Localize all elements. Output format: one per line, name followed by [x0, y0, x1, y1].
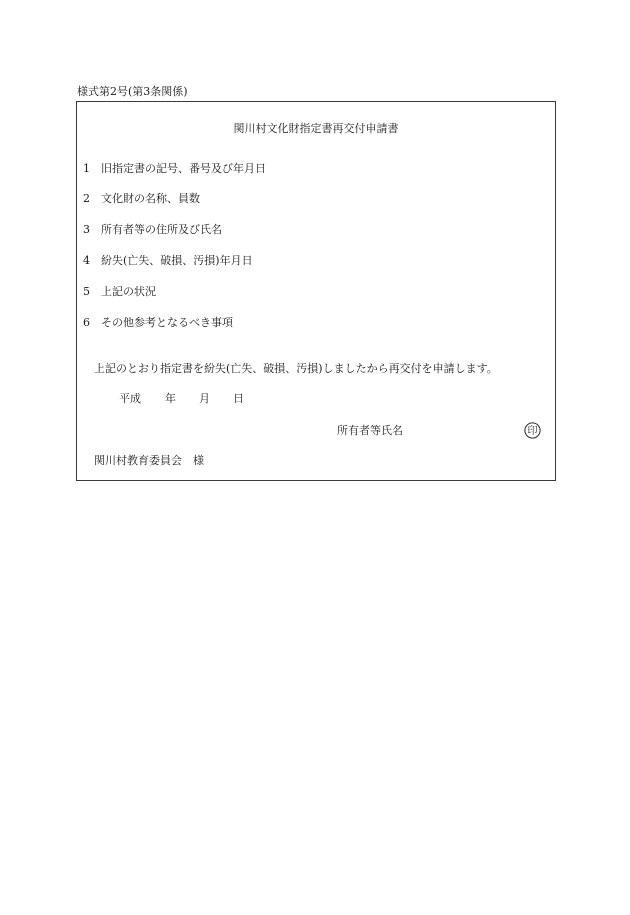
date-era: 平成 — [119, 392, 141, 405]
item-text: 旧指定書の記号、番号及び年月日 — [101, 162, 266, 175]
list-item — [83, 162, 266, 176]
application-statement: 上記のとおり指定書を紛失(亡失、破損、汚損)しましたから再交付を申請します。 — [94, 362, 498, 375]
seal-icon — [524, 422, 541, 439]
date-line — [119, 392, 244, 406]
list-item — [83, 285, 156, 299]
item-number: 1 — [83, 162, 90, 175]
list-item — [83, 316, 233, 330]
list-item — [83, 254, 253, 268]
date-year-label: 年 — [165, 392, 176, 405]
owner-name-label: 所有者等氏名 — [337, 424, 403, 437]
item-text: 所有者等の住所及び氏名 — [101, 223, 222, 236]
list-item — [83, 192, 200, 206]
form-number-label: 様式第2号(第3条関係) — [77, 85, 188, 98]
item-text: その他参考となるべき事項 — [101, 316, 233, 329]
item-text: 上記の状況 — [101, 285, 156, 298]
date-day-label: 日 — [233, 392, 244, 405]
addressee: 関川村教育委員会 様 — [94, 454, 204, 467]
item-number: 6 — [83, 316, 90, 329]
item-number: 3 — [83, 223, 90, 236]
item-number: 4 — [83, 254, 90, 267]
item-text: 文化財の名称、員数 — [101, 192, 200, 205]
date-month-label: 月 — [199, 392, 210, 405]
item-number: 2 — [83, 192, 90, 205]
list-item — [83, 223, 222, 237]
item-number: 5 — [83, 285, 90, 298]
form-title: 関川村文化財指定書再交付申請書 — [233, 122, 399, 135]
seal-glyph: 印 — [527, 426, 538, 438]
application-form-frame — [76, 101, 556, 481]
item-text: 紛失(亡失、破損、汚損)年月日 — [101, 254, 253, 267]
